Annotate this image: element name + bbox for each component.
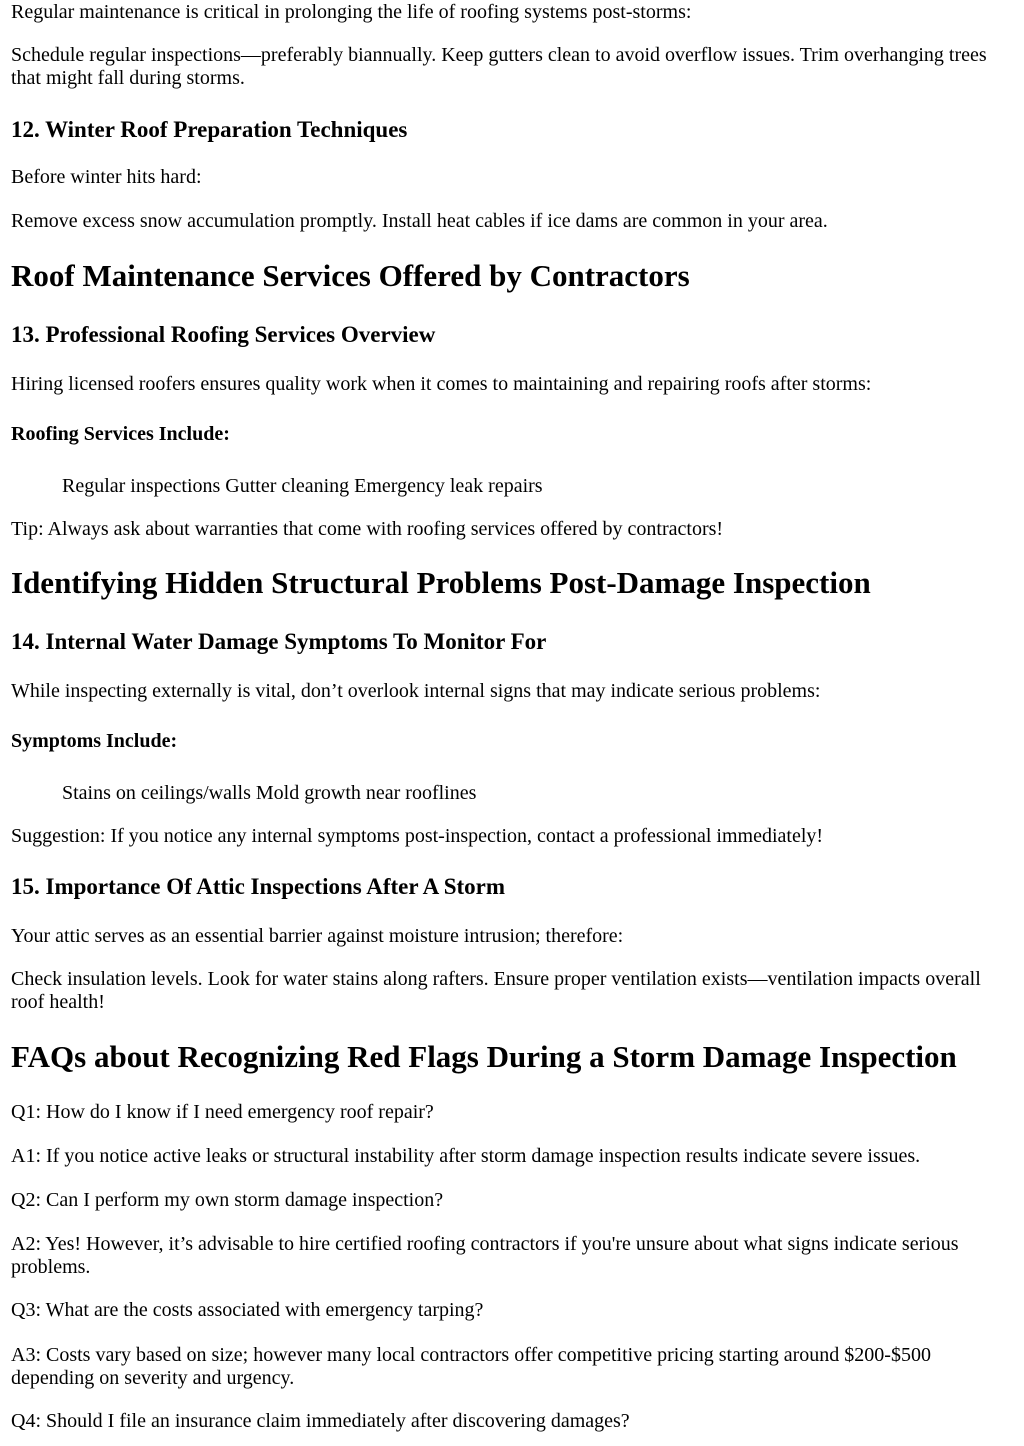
faq-question-3: Q3: What are the costs associated with emergency tarping? bbox=[11, 1299, 484, 1321]
winter-tips-text: Remove excess snow accumulation promptly. Install heat cables if ice dams are common in your area. bbox=[11, 210, 828, 232]
winter-intro-text: Before winter hits hard: bbox=[11, 166, 202, 188]
internal-damage-heading: 14. Internal Water Damage Symptoms To Monitor For bbox=[11, 629, 547, 654]
hidden-problems-section-heading: Identifying Hidden Structural Problems Post-Damage Inspection bbox=[11, 565, 871, 600]
services-tip-text: Tip: Always ask about warranties that come with roofing services offered by contractors! bbox=[11, 518, 724, 540]
professional-intro-text: Hiring licensed roofers ensures quality work when it comes to maintaining and repairing roofs after storms: bbox=[11, 373, 872, 395]
faq-section-heading: FAQs about Recognizing Red Flags During a Storm Damage Inspection bbox=[11, 1039, 957, 1074]
faq-answer-3: A3: Costs vary based on size; however many local contractors offer competitive pricing starting around $200-$500 depending on severity and urgency. bbox=[11, 1344, 931, 1389]
maintenance-intro-text: Regular maintenance is critical in prolonging the life of roofing systems post-storms: bbox=[11, 1, 692, 23]
internal-intro-text: While inspecting externally is vital, don’t overlook internal signs that may indicate serious problems: bbox=[11, 680, 821, 702]
faq-question-4: Q4: Should I file an insurance claim immediately after discovering damages? bbox=[11, 1410, 630, 1432]
services-include-label: Roofing Services Include: bbox=[11, 423, 230, 445]
symptoms-list-item: Stains on ceilings/walls Mold growth near rooflines bbox=[62, 782, 477, 804]
faq-question-1: Q1: How do I know if I need emergency roof repair? bbox=[11, 1101, 434, 1123]
attic-inspection-heading: 15. Importance Of Attic Inspections After A Storm bbox=[11, 874, 506, 899]
faq-answer-2: A2: Yes! However, it’s advisable to hire certified roofing contractors if you're unsure about what signs indicate serious problems. bbox=[11, 1233, 959, 1278]
professional-services-heading: 13. Professional Roofing Services Overview bbox=[11, 322, 436, 347]
maintenance-tips-text: Schedule regular inspections—preferably biannually. Keep gutters clean to avoid overflow issues. Trim overhanging trees that might fall during storms. bbox=[11, 44, 987, 89]
attic-intro-text: Your attic serves as an essential barrier against moisture intrusion; therefore: bbox=[11, 925, 624, 947]
winter-preparation-heading: 12. Winter Roof Preparation Techniques bbox=[11, 117, 408, 142]
symptoms-suggestion-text: Suggestion: If you notice any internal symptoms post-inspection, contact a professional immediately! bbox=[11, 825, 824, 847]
faq-answer-1: A1: If you notice active leaks or structural instability after storm damage inspection results indicate severe issues. bbox=[11, 1145, 921, 1167]
services-section-heading: Roof Maintenance Services Offered by Contractors bbox=[11, 258, 690, 293]
services-list-item: Regular inspections Gutter cleaning Emergency leak repairs bbox=[62, 475, 543, 497]
attic-tips-text: Check insulation levels. Look for water stains along rafters. Ensure proper ventilation exists—ventilation impacts overall roof health! bbox=[11, 968, 981, 1013]
faq-question-2: Q2: Can I perform my own storm damage inspection? bbox=[11, 1189, 444, 1211]
symptoms-include-label: Symptoms Include: bbox=[11, 730, 178, 752]
